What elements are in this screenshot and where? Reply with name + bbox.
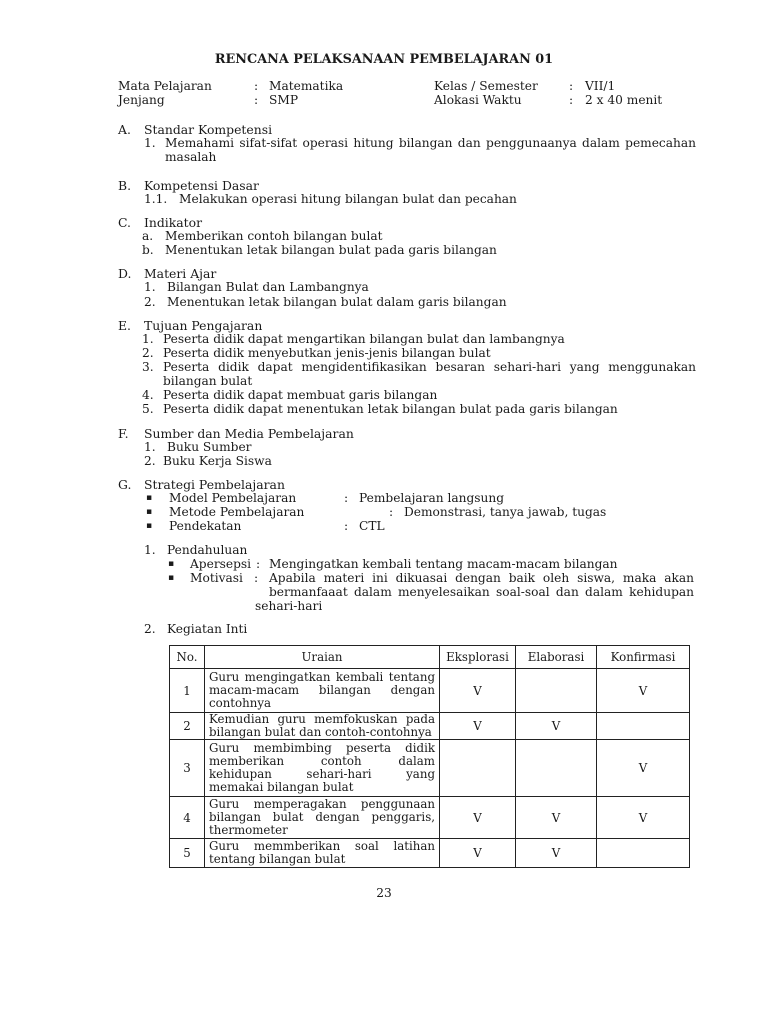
uraian-line: thermometer (209, 823, 288, 837)
uraian-line: Kemudian guru memfokuskan pada (209, 712, 435, 726)
colon: : (256, 557, 261, 571)
list-number: 2. (142, 346, 154, 360)
row-number: 2 (170, 713, 205, 740)
uraian-line: macam-macam bilangan dengan (209, 683, 435, 697)
uraian-line: Guru membimbing peserta didik (209, 741, 435, 755)
section-title: Materi Ajar (144, 266, 217, 281)
colon: : (254, 79, 259, 93)
row-number: 3 (170, 740, 205, 797)
motivasi-line: sehari-hari (255, 599, 323, 613)
row-number: 5 (170, 839, 205, 868)
konfirmasi-cell (597, 839, 690, 868)
section-title: Standar Kompetensi (144, 122, 273, 137)
colon: : (569, 93, 574, 107)
list-item: Peserta didik dapat membuat garis bilangan (163, 388, 438, 402)
bullet-icon: ▪ (146, 493, 153, 503)
list-item (163, 360, 696, 374)
uraian-line: Guru memmberikan soal latihan (209, 839, 435, 853)
kelas-label: Kelas / Semester (434, 79, 538, 93)
uraian-line: bilangan bulat dan contoh-contohnya (209, 725, 432, 739)
section-title: Strategi Pembelajaran (144, 477, 285, 492)
uraian-cell (205, 669, 440, 713)
kegiatan-inti-title: Kegiatan Inti (167, 622, 248, 636)
uraian-line: tentang bilangan bulat (209, 852, 346, 866)
model-value: Pembelajaran langsung (359, 491, 505, 505)
bullet-icon: ▪ (146, 521, 153, 531)
list-item (165, 136, 696, 150)
list-number: 1. (144, 136, 156, 150)
uraian-cell (205, 740, 440, 797)
section-letter: G. (118, 477, 132, 492)
alokasi-label: Alokasi Waktu (434, 93, 522, 107)
page-number: 23 (376, 886, 392, 900)
metode-value: Demonstrasi, tanya jawab, tugas (404, 505, 607, 519)
colon: : (254, 93, 259, 107)
eksplorasi-cell: V (440, 669, 516, 713)
column-header: Elaborasi (516, 646, 597, 669)
list-item: Memberikan contoh bilangan bulat (165, 229, 383, 243)
eksplorasi-cell: V (440, 797, 516, 839)
konfirmasi-cell (597, 713, 690, 740)
apersepsi-value: Mengingatkan kembali tentang macam-macam bilangan (269, 557, 618, 571)
uraian-line: kehidupan sehari-hari yang (209, 767, 435, 781)
pendahuluan-title: Pendahuluan (167, 543, 248, 557)
document-title: RENCANA PELAKSANAAN PEMBELAJARAN 01 (214, 52, 554, 67)
table-row (170, 740, 690, 797)
uraian-line: bilangan bulat dengan penggaris, (209, 810, 435, 824)
mata-pelajaran-label: Mata Pelajaran (118, 79, 212, 93)
column-header: Eksplorasi (440, 646, 516, 669)
uraian-cell (205, 713, 440, 740)
list-number: 1. (142, 332, 154, 346)
table-row (170, 669, 690, 713)
list-letter: b. (142, 243, 154, 257)
colon: : (389, 505, 394, 519)
elaborasi-cell: V (516, 839, 597, 868)
eksplorasi-cell (440, 740, 516, 797)
list-number: 5. (142, 402, 154, 416)
list-number: 1. (144, 440, 156, 454)
list-item: Melakukan operasi hitung bilangan bulat dan pecahan (179, 192, 517, 206)
colon: : (254, 571, 259, 585)
list-item: Peserta didik menyebutkan jenis-jenis bilangan bulat (163, 346, 491, 360)
motivasi-label: Motivasi (190, 571, 243, 585)
uraian-line: memberikan contoh dalam (209, 754, 435, 768)
list-number: 1.1. (144, 192, 168, 206)
list-item: Bilangan Bulat dan Lambangnya (167, 280, 369, 294)
bullet-icon: ▪ (146, 507, 153, 517)
section-letter: E. (118, 318, 131, 333)
table-row (170, 713, 690, 740)
kegiatan-inti-table (169, 645, 690, 868)
row-number: 4 (170, 797, 205, 839)
list-number: 4. (142, 388, 154, 402)
motivasi-text (269, 571, 694, 585)
list-number: 2. (144, 454, 156, 468)
elaborasi-cell (516, 740, 597, 797)
section-letter: B. (118, 178, 132, 193)
list-item: Menentukan letak bilangan bulat pada garis bilangan (165, 243, 497, 257)
uraian-line: Guru mengingatkan kembali tentang (209, 670, 435, 684)
table-row (170, 797, 690, 839)
list-item-line: Memahami sifat-sifat operasi hitung bilangan dan penggunaanya dalam pemecahan (165, 136, 696, 150)
eksplorasi-cell: V (440, 713, 516, 740)
list-number: 2. (144, 622, 156, 636)
table-header-row (170, 646, 690, 669)
colon: : (344, 519, 349, 533)
section-title: Sumber dan Media Pembelajaran (144, 426, 354, 441)
list-item: Peserta didik dapat mengartikan bilangan bulat dan lambangnya (163, 332, 565, 346)
row-number: 1 (170, 669, 205, 713)
model-label: Model Pembelajaran (169, 491, 297, 505)
section-letter: C. (118, 215, 131, 230)
metode-label: Metode Pembelajaran (169, 505, 305, 519)
list-number: 1. (144, 543, 156, 557)
elaborasi-cell (516, 669, 597, 713)
uraian-line: memakai bilangan bulat (209, 780, 354, 794)
jenjang-value: SMP (269, 93, 299, 107)
konfirmasi-cell: V (597, 669, 690, 713)
section-title: Kompetensi Dasar (144, 178, 259, 193)
uraian-cell (205, 797, 440, 839)
section-letter: A. (118, 122, 131, 137)
column-header: Uraian (205, 646, 440, 669)
kelas-value: VII/1 (585, 79, 616, 93)
colon: : (569, 79, 574, 93)
column-header: Konfirmasi (597, 646, 690, 669)
pendekatan-label: Pendekatan (169, 519, 242, 533)
table-row (170, 839, 690, 868)
mata-pelajaran-value: Matematika (269, 79, 344, 93)
bullet-icon: ▪ (168, 559, 175, 569)
list-item-line: masalah (165, 150, 217, 164)
eksplorasi-cell: V (440, 839, 516, 868)
motivasi-line: Apabila materi ini dikuasai dengan baik oleh siswa, maka akan (269, 571, 694, 585)
list-item: Peserta didik dapat menentukan letak bilangan bulat pada garis bilangan (163, 402, 618, 416)
motivasi-line: bermanfaaat dalam menyelesaikan soal-soal dan dalam kehidupan (269, 585, 694, 599)
section-title: Tujuan Pengajaran (144, 318, 263, 333)
column-header: No. (170, 646, 205, 669)
list-number: 3. (142, 360, 154, 374)
list-item: Buku Sumber (167, 440, 252, 454)
apersepsi-label: Apersepsi (190, 557, 252, 571)
list-item: Menentukan letak bilangan bulat dalam garis bilangan (167, 295, 507, 309)
list-number: 2. (144, 295, 156, 309)
list-number: 1. (144, 280, 156, 294)
elaborasi-cell: V (516, 797, 597, 839)
uraian-line: Guru memperagakan penggunaan (209, 797, 435, 811)
list-letter: a. (142, 229, 154, 243)
motivasi-text (269, 585, 694, 599)
list-item: Buku Kerja Siswa (163, 454, 272, 468)
section-title: Indikator (144, 215, 203, 230)
colon: : (344, 491, 349, 505)
konfirmasi-cell: V (597, 740, 690, 797)
uraian-line: contohnya (209, 696, 272, 710)
section-letter: F. (118, 426, 129, 441)
elaborasi-cell: V (516, 713, 597, 740)
list-item-line: Peserta didik dapat mengidentifikasikan besaran sehari-hari yang menggunakan (163, 360, 696, 374)
pendekatan-value: CTL (359, 519, 385, 533)
list-item-line: bilangan bulat (163, 374, 253, 388)
jenjang-label: Jenjang (118, 93, 165, 107)
konfirmasi-cell: V (597, 797, 690, 839)
alokasi-value: 2 x 40 menit (585, 93, 663, 107)
uraian-cell (205, 839, 440, 868)
bullet-icon: ▪ (168, 573, 175, 583)
section-letter: D. (118, 266, 132, 281)
